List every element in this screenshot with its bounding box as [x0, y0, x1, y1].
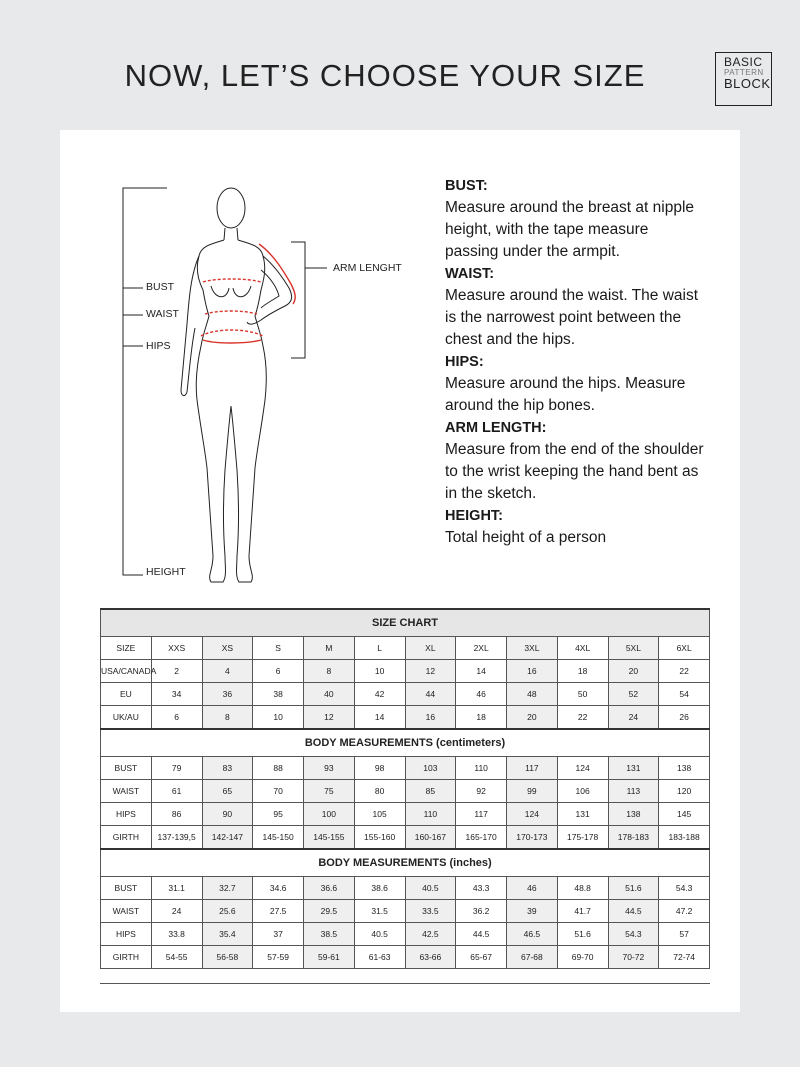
- table-cell: 46.5: [507, 923, 558, 946]
- table-cell: 24: [608, 706, 659, 730]
- table-cell: 44.5: [608, 900, 659, 923]
- hips-label: HIPS: [146, 340, 171, 352]
- inches-row: [101, 900, 710, 923]
- table-cell: 113: [608, 780, 659, 803]
- row-label: GIRTH: [101, 826, 152, 850]
- table-cell: 26: [659, 706, 710, 730]
- table-cell: XL: [405, 637, 456, 660]
- table-cell: L: [354, 637, 405, 660]
- table-cell: 2XL: [456, 637, 507, 660]
- table-cell: 137-139,5: [151, 826, 202, 850]
- inches-row: [101, 877, 710, 900]
- table-cell: 25.6: [202, 900, 253, 923]
- arm-length-heading: ARM LENGTH:: [445, 420, 547, 436]
- table-cell: M: [304, 637, 355, 660]
- table-cell: 33.8: [151, 923, 202, 946]
- table-cell: 70-72: [608, 946, 659, 969]
- table-cell: 10: [253, 706, 304, 730]
- table-cell: 46: [507, 877, 558, 900]
- table-cell: 52: [608, 683, 659, 706]
- table-cell: 75: [304, 780, 355, 803]
- table-cell: 36.6: [304, 877, 355, 900]
- row-label: UK/AU: [101, 706, 152, 730]
- table-cell: 20: [507, 706, 558, 730]
- table-cell: 4XL: [557, 637, 608, 660]
- table-cell: 67-68: [507, 946, 558, 969]
- table-cell: 124: [557, 757, 608, 780]
- table-cell: 138: [659, 757, 710, 780]
- table-cell: 43.3: [456, 877, 507, 900]
- table-cell: 117: [456, 803, 507, 826]
- table-cell: 65-67: [456, 946, 507, 969]
- row-label: GIRTH: [101, 946, 152, 969]
- table-cell: 6: [253, 660, 304, 683]
- table-cell: 120: [659, 780, 710, 803]
- waist-label: WAIST: [146, 308, 179, 320]
- body-figure-icon: [115, 178, 415, 593]
- cm-section-title-row: [101, 729, 710, 757]
- row-label: EU: [101, 683, 152, 706]
- table-cell: 142-147: [202, 826, 253, 850]
- table-cell: 103: [405, 757, 456, 780]
- table-cell: 12: [405, 660, 456, 683]
- table-cell: 61: [151, 780, 202, 803]
- table-cell: 31.5: [354, 900, 405, 923]
- table-cell: 2: [151, 660, 202, 683]
- table-cell: 98: [354, 757, 405, 780]
- table-cell: 8: [304, 660, 355, 683]
- size-row: [101, 706, 710, 730]
- table-cell: 46: [456, 683, 507, 706]
- size-chart-title-row: [101, 609, 710, 637]
- table-cell: 3XL: [507, 637, 558, 660]
- bust-heading: BUST:: [445, 178, 488, 194]
- table-cell: 4: [202, 660, 253, 683]
- table-cell: 80: [354, 780, 405, 803]
- table-bottom-rule: [100, 983, 710, 984]
- inches-row: [101, 923, 710, 946]
- table-cell: 145-150: [253, 826, 304, 850]
- table-cell: 57: [659, 923, 710, 946]
- logo-line-3: BLOCK: [724, 76, 771, 91]
- table-cell: 145-155: [304, 826, 355, 850]
- table-cell: 54-55: [151, 946, 202, 969]
- row-label: SIZE: [101, 637, 152, 660]
- table-cell: 20: [608, 660, 659, 683]
- table-cell: 124: [507, 803, 558, 826]
- body-measurement-sketch: [115, 178, 415, 593]
- table-cell: 72-74: [659, 946, 710, 969]
- size-header-row: [101, 637, 710, 660]
- table-cell: 6: [151, 706, 202, 730]
- row-label: BUST: [101, 757, 152, 780]
- size-row: [101, 683, 710, 706]
- table-cell: 59-61: [304, 946, 355, 969]
- row-label: BUST: [101, 877, 152, 900]
- table-cell: 12: [304, 706, 355, 730]
- bust-label: BUST: [146, 281, 175, 293]
- logo-line-2: PATTERN: [724, 68, 764, 77]
- table-cell: 14: [456, 660, 507, 683]
- inches-row: [101, 946, 710, 969]
- table-cell: 138: [608, 803, 659, 826]
- hips-heading: HIPS:: [445, 354, 484, 370]
- table-cell: 42.5: [405, 923, 456, 946]
- table-cell: XXS: [151, 637, 202, 660]
- table-cell: 57-59: [253, 946, 304, 969]
- size-row: [101, 660, 710, 683]
- table-cell: 50: [557, 683, 608, 706]
- height-text: Total height of a person: [445, 529, 607, 546]
- table-cell: 38.6: [354, 877, 405, 900]
- table-cell: 42: [354, 683, 405, 706]
- table-cell: 14: [354, 706, 405, 730]
- cm-row: [101, 803, 710, 826]
- table-cell: 40.5: [354, 923, 405, 946]
- table-cell: 79: [151, 757, 202, 780]
- bust-text: Measure around the breast at nipple height, with the tape measure passing under the armpit.: [445, 199, 695, 260]
- table-cell: 8: [202, 706, 253, 730]
- height-label: HEIGHT: [146, 566, 186, 578]
- table-cell: 33.5: [405, 900, 456, 923]
- table-cell: 110: [405, 803, 456, 826]
- table-cell: 170-173: [507, 826, 558, 850]
- table-cell: 178-183: [608, 826, 659, 850]
- table-cell: 99: [507, 780, 558, 803]
- table-cell: 34.6: [253, 877, 304, 900]
- table-cell: 35.4: [202, 923, 253, 946]
- table-cell: 16: [405, 706, 456, 730]
- cm-row: [101, 780, 710, 803]
- table-cell: 22: [659, 660, 710, 683]
- table-cell: 131: [608, 757, 659, 780]
- arm-length-text: Measure from the end of the shoulder to the wrist keeping the hand bent as in the sketch.: [445, 441, 704, 502]
- table-cell: 29.5: [304, 900, 355, 923]
- cm-row: [101, 826, 710, 850]
- cm-section-title: BODY MEASUREMENTS (centimeters): [101, 729, 710, 757]
- table-cell: 65: [202, 780, 253, 803]
- inches-section-title: BODY MEASUREMENTS (inches): [101, 849, 710, 877]
- row-label: HIPS: [101, 803, 152, 826]
- table-cell: 100: [304, 803, 355, 826]
- table-cell: 69-70: [557, 946, 608, 969]
- table-cell: 27.5: [253, 900, 304, 923]
- table-cell: 41.7: [557, 900, 608, 923]
- table-cell: 22: [557, 706, 608, 730]
- waist-heading: WAIST:: [445, 266, 495, 282]
- table-cell: 51.6: [608, 877, 659, 900]
- table-cell: XS: [202, 637, 253, 660]
- waist-text: Measure around the waist. The waist is the narrowest point between the chest and the hips.: [445, 287, 699, 348]
- table-cell: 90: [202, 803, 253, 826]
- table-cell: 56-58: [202, 946, 253, 969]
- table-cell: 117: [507, 757, 558, 780]
- table-cell: 54.3: [659, 877, 710, 900]
- table-cell: 18: [557, 660, 608, 683]
- table-cell: 88: [253, 757, 304, 780]
- table-cell: 6XL: [659, 637, 710, 660]
- table-cell: 36.2: [456, 900, 507, 923]
- table-cell: 51.6: [557, 923, 608, 946]
- table-cell: 85: [405, 780, 456, 803]
- measurement-instructions: [445, 175, 705, 549]
- cm-row: [101, 757, 710, 780]
- table-cell: 36: [202, 683, 253, 706]
- table-cell: 38: [253, 683, 304, 706]
- arm-length-label: ARM LENGHT: [333, 262, 402, 274]
- table-cell: 165-170: [456, 826, 507, 850]
- logo-line-1: BASIC: [724, 55, 763, 69]
- size-chart-table: [100, 608, 710, 969]
- table-cell: 40.5: [405, 877, 456, 900]
- table-cell: 34: [151, 683, 202, 706]
- table-cell: 48: [507, 683, 558, 706]
- page-title: NOW, LET’S CHOOSE YOUR SIZE: [124, 58, 646, 93]
- table-cell: 155-160: [354, 826, 405, 850]
- table-cell: 93: [304, 757, 355, 780]
- table-cell: 31.1: [151, 877, 202, 900]
- hips-text: Measure around the hips. Measure around the hip bones.: [445, 375, 686, 414]
- table-cell: 39: [507, 900, 558, 923]
- table-cell: 63-66: [405, 946, 456, 969]
- table-cell: 106: [557, 780, 608, 803]
- table-cell: 131: [557, 803, 608, 826]
- row-label: WAIST: [101, 900, 152, 923]
- height-heading: HEIGHT:: [445, 508, 503, 524]
- table-cell: 32.7: [202, 877, 253, 900]
- table-cell: 175-178: [557, 826, 608, 850]
- table-cell: 54: [659, 683, 710, 706]
- table-cell: 44: [405, 683, 456, 706]
- table-cell: 160-167: [405, 826, 456, 850]
- row-label: USA/CANADA: [101, 660, 152, 683]
- brand-logo: [715, 52, 772, 106]
- table-cell: 10: [354, 660, 405, 683]
- table-cell: 70: [253, 780, 304, 803]
- table-cell: 105: [354, 803, 405, 826]
- table-cell: 24: [151, 900, 202, 923]
- table-cell: 110: [456, 757, 507, 780]
- table-cell: 86: [151, 803, 202, 826]
- table-cell: 5XL: [608, 637, 659, 660]
- table-cell: 48.8: [557, 877, 608, 900]
- table-cell: 92: [456, 780, 507, 803]
- table-cell: 145: [659, 803, 710, 826]
- table-cell: 54.3: [608, 923, 659, 946]
- table-cell: 38.5: [304, 923, 355, 946]
- table-cell: 44.5: [456, 923, 507, 946]
- inches-section-title-row: [101, 849, 710, 877]
- table-cell: 40: [304, 683, 355, 706]
- table-cell: 61-63: [354, 946, 405, 969]
- size-chart-title: SIZE CHART: [101, 609, 710, 637]
- table-cell: 183-188: [659, 826, 710, 850]
- table-cell: S: [253, 637, 304, 660]
- row-label: WAIST: [101, 780, 152, 803]
- table-cell: 95: [253, 803, 304, 826]
- table-cell: 37: [253, 923, 304, 946]
- row-label: HIPS: [101, 923, 152, 946]
- table-cell: 83: [202, 757, 253, 780]
- table-cell: 18: [456, 706, 507, 730]
- table-cell: 16: [507, 660, 558, 683]
- table-cell: 47.2: [659, 900, 710, 923]
